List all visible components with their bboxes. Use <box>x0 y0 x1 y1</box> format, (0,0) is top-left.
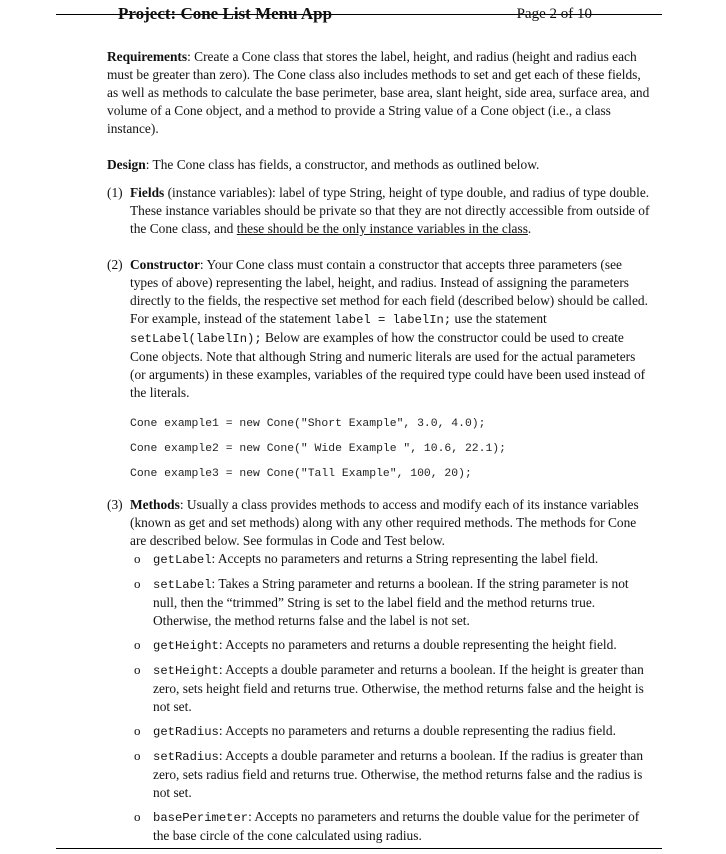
design-paragraph <box>107 156 652 174</box>
methods-list <box>134 550 652 845</box>
fields-section <box>107 184 652 238</box>
constructor-section <box>107 256 652 402</box>
method-description: : Accepts a double parameter and returns a boolean. If the radius is greater than zero, sets radius field and returns true. Otherwise, the method returns false and the radius is not set. <box>153 748 644 800</box>
method-name: setHeight <box>153 664 219 678</box>
methods-label: Methods <box>130 497 180 512</box>
constructor-label: Constructor <box>130 257 200 272</box>
constructor-text-2: use the statement <box>451 311 547 326</box>
code-example-2: Cone example2 = new Cone(" Wide Example ", 10.6, 22.1); <box>130 443 506 455</box>
fields-underlined-text: these should be the only instance variables in the class <box>236 221 528 236</box>
fields-label: Fields <box>130 185 165 200</box>
bullet-icon: o <box>134 662 141 677</box>
method-description: : Accepts no parameters and returns a double representing the height field. <box>218 637 617 652</box>
method-name: basePerimeter <box>153 811 249 825</box>
method-description: : Accepts no parameters and returns a double representing the radius field. <box>218 723 616 738</box>
header-page-number: Page 2 of 10 <box>516 6 592 22</box>
requirements-paragraph <box>107 48 652 138</box>
constructor-examples <box>107 416 652 482</box>
method-description: : Accepts no parameters and returns a String representing the label field. <box>211 551 599 566</box>
document-body <box>107 48 652 851</box>
method-name: setRadius <box>153 750 219 764</box>
bullet-icon: o <box>134 723 141 738</box>
header-rule <box>56 4 662 23</box>
list-item <box>134 808 652 845</box>
list-item <box>134 575 652 630</box>
code-example-1: Cone example1 = new Cone("Short Example", 3.0, 4.0); <box>130 418 486 430</box>
constructor-code-2: setLabel(labelIn); <box>130 332 262 346</box>
bullet-icon: o <box>134 576 141 591</box>
bullet-icon: o <box>134 748 141 763</box>
list-item <box>134 722 652 741</box>
method-name: getLabel <box>153 553 212 567</box>
list-item <box>134 747 652 802</box>
header-title: Project: Cone List Menu App <box>118 4 333 23</box>
design-text: : The Cone class has fields, a constructor, and methods as outlined below. <box>145 157 540 172</box>
list-item <box>134 636 652 655</box>
bullet-icon: o <box>134 551 141 566</box>
constructor-code-1: label = labelIn; <box>334 313 452 327</box>
list-item <box>134 550 652 569</box>
method-name: getRadius <box>153 725 219 739</box>
design-label: Design <box>107 157 146 172</box>
requirements-label: Requirements <box>107 49 188 64</box>
method-description: : Accepts no parameters and returns the double value for the perimeter of the base circle of the cone calculated using radius. <box>153 809 640 843</box>
method-description: : Takes a String parameter and returns a boolean. If the string parameter is not null, then the “trimmed” String is set to the label field and the method returns true. Otherwise, the method returns false and the label is not set. <box>153 576 629 628</box>
method-name: getHeight <box>153 639 219 653</box>
bullet-icon: o <box>134 637 141 652</box>
methods-number: (3) <box>107 497 123 512</box>
method-description: : Accepts a double parameter and returns a boolean. If the height is greater than zero, sets height field and returns true. Otherwise, the method returns false and the height is not set. <box>153 662 644 714</box>
method-name: setLabel <box>153 578 212 592</box>
bullet-icon: o <box>134 809 141 824</box>
constructor-text-3: Below are examples of how the constructor could be used to create Cone objects. Note that although String and numeric literals are used for the actual parameters (or arguments) in these examples, variables of the required type could have been used instead of the literals. <box>130 330 646 400</box>
constructor-text-1: : Your Cone class must contain a constructor that accepts three parameters (see types of above) representing the label, height, and radius. Instead of assigning the parameters directly to the fields, the respective set method for each field (described below) should be called. For example, instead of the statement <box>130 257 648 326</box>
fields-text: (instance variables): label of type String, height of type double, and radius of type double. These instance variables should be private so that they are not directly accessible from outside of the Cone class, and <box>130 185 650 236</box>
requirements-text: : Create a Cone class that stores the label, height, and radius (height and radius each must be greater than zero). The Cone class also includes methods to set and get each of these fields, as well as methods to calculate the base perimeter, base area, slant height, side area, surface area, and volume of a Cone object, and a method to provide a String value of a Cone object (i.e., a class instance). <box>107 49 650 136</box>
list-item <box>134 661 652 716</box>
fields-number: (1) <box>107 185 123 200</box>
code-example-3: Cone example3 = new Cone("Tall Example", 100, 20); <box>130 468 472 480</box>
methods-text: : Usually a class provides methods to access and modify each of its instance variables (known as get and set methods) along with any other required methods. The methods for Cone are described below. See formulas in Code and Test below. <box>130 497 639 548</box>
footer-rule <box>56 848 662 849</box>
methods-section <box>107 496 652 550</box>
fields-end: . <box>527 221 532 236</box>
constructor-number: (2) <box>107 257 123 272</box>
